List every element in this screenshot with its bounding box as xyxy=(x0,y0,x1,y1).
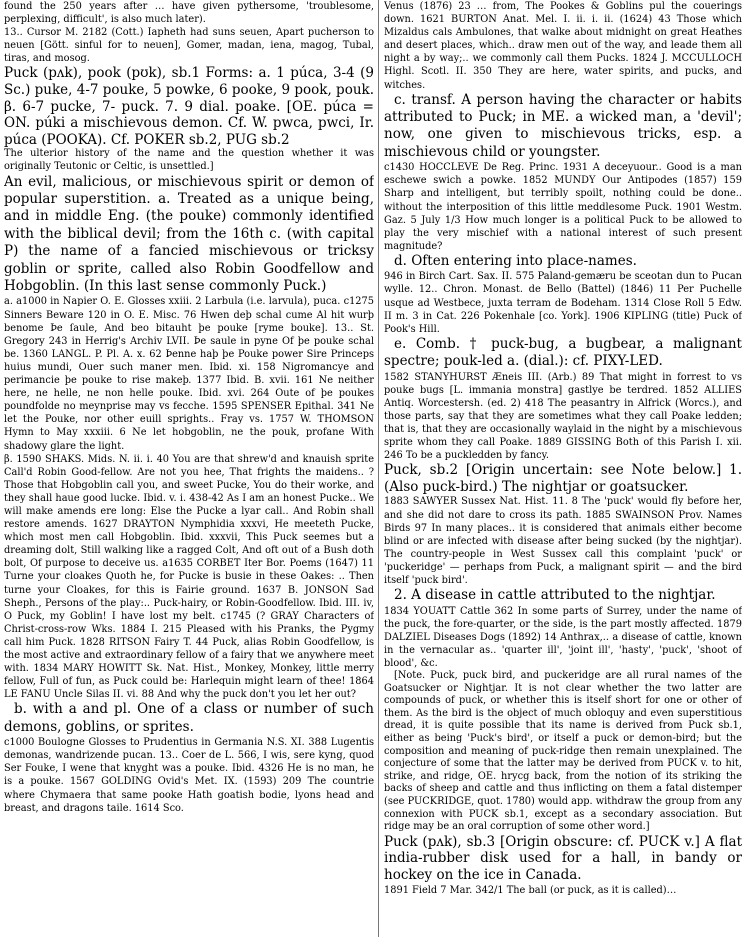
right-block-1: c. transf. A person having the character or habits attributed to Puck; in ME. a wicked man, a 'devil'; now, one given to mischievous tricks, esp. a mischievous child or youngster. xyxy=(384,91,742,160)
left-block-5: a. a1000 in Napier O. E. Glosses xxiii. 2 Larbula (i.e. larvula), puca. c1275 Sinners Beware 120 in O. E. Misc. 76 Hwen deþ schal cume Al hit wurþ benome Þe ſaule, And beo bitauht þe pouke [ryme bouke]. 13.. St. Gregory 243 in Herrig's Archiv LVII. Þe saule in pyne Of þe pouke schal be. 1360 LANGL. P. Pl. A. x. 62 Þenne haþ þe Pouke power Sire Princeps huius mundi, Ouer such maner men. Ibid. xi. 158 Nigromancye and perimancie þe pouke to rise makeþ. 1377 Ibid. B. xvii. 161 Ne neither here, ne helle, ne non helle pouke. Ibid. xvi. 264 Oute of þe poukes poundfolde no meynprise may vs fecche. 1595 SPENSER Epithal. 341 Ne let the Pouke, nor other euill sprights.. Fray vs. 1757 W. THOMSON Hymn to May xxxiii. 6 Ne let hobgoblin, ne the pouk, profane With shadowy glare the light. xyxy=(4,296,374,452)
right-block-13: 1891 Field 7 Mar. 342/1 The ball (or puck, as it is called)… xyxy=(384,884,677,896)
right-block-8: 1883 SAWYER Sussex Nat. Hist. 11. 8 The 'puck' would fly before her, and she did not dare to cross its path. 1885 SWAINSON Prov. Names Birds 97 In many places.. it is considered that animals either become blind or are infected with disease after being sucked (by the nightjar). The country-people in West Sussex call this complaint 'puck' or 'puckeridge' — perhaps from Puck, a malignant spirit — and the bird itself 'puck bird'. xyxy=(384,496,742,587)
right-block-5: e. Comb. † puck-bug, a bugbear, a malignant spectre; pouk-led a. (dial.): cf. PIXY-LED. xyxy=(384,335,742,370)
right-column xyxy=(384,0,742,937)
left-block-3: The ulterior history of the name and the question whether it was originally Teutonic or Celtic, is unsettled.] xyxy=(4,148,374,173)
right-block-9: 2. A disease in cattle attributed to the nightjar. xyxy=(394,587,716,604)
left-block-1: 13.. Cursor M. 2182 (Cott.) Iapheth had suns seuen, Apart pucherson to neuen [Gött. sinful for to neuen], Gomer, madan, iena, magog, Tubal, tiras, and mosog. xyxy=(4,27,374,65)
left-block-0: found the 250 years after … have given pythersome, 'troublesome, perplexing, difficult', is also much later). xyxy=(4,1,374,26)
column-divider xyxy=(378,0,379,937)
left-block-2: Puck (pʌk), pook (pʊk), sb.1 Forms: a. 1 púca, 3-4 (9 Sc.) puke, 4-7 pouke, 5 powke, 6 pooke, 9 pook, pouk. β. 6-7 pucke, 7- puck. 7. 9 dial. poake. [OE. púca = ON. púki a mischievous demon. Cf. W. pwca, pwci, Ir. púca (POOKA). Cf. POKER sb.2, PUG sb.2 xyxy=(4,65,374,148)
left-block-7: b. with a and pl. One of a class or number of such demons, goblins, or sprites. xyxy=(4,701,374,735)
right-block-10: 1834 YOUATT Cattle 362 In some parts of Surrey, under the name of the puck, the fore-quarter, or the side, is the part mostly affected. 1879 DALZIEL Diseases Dogs (1892) 14 Anthrax,.. a disease of cattle, known in the vernacular as.. 'quarter ill', 'joint ill', 'hasty', 'puck', 'shoot of blood', &c. xyxy=(384,605,742,669)
right-block-0: Venus (1876) 23 … from, The Pookes & Goblins pul the couerings down. 1621 BURTON Anat. Mel. I. ii. i. ii. (1624) 43 Those which Mizaldus cals Ambulones, that walke about midnight on great Heathes and desert places, which.. draw men out of the way, and leade them all night a by way;.. we commonly call them Pucks. 1824 J. MCCULLOCH Highl. Scotl. II. 350 They are here, water spirits, and pucks, and witches. xyxy=(384,1,742,91)
left-block-8: c1000 Boulogne Glosses to Prudentius in Germania N.S. XI. 388 Lugentis demonas, wandrizende pucan. 13.. Coer de L. 566, I wis, sere kyng, quod Ser Fouke, I wene that knyght was a pouke. Ibid. 4326 He is no man, he is a pouke. 1567 GOLDING Ovid's Met. IX. (1593) 209 The countrie where Chymaera that same pooke Hath goatish bodie, lyons head and breast, and dragons taile. 1614 Sco. xyxy=(4,737,374,814)
right-block-6: 1582 STANYHURST Æneis III. (Arb.) 89 That might in forrest to vs pouke bugs [L. immania monstra] gastlye be terdred. 1852 ALLIES Antiq. Worcestersh. (ed. 2) 418 The peasantry in Alfrick (Worcs.), and those parts, say that they are sometimes what they call Poake ledden; that is, that they are occasionally waylaid in the night by a mischievous sprite whom they call Poake. 1889 GISSING Both of this Parish I. xii. 246 To be a puckledden by fancy. xyxy=(384,371,742,462)
right-block-3: d. Often entering into place-names. xyxy=(394,252,637,269)
left-block-4: An evil, malicious, or mischievous spirit or demon of popular superstition. a. Treated as a unique being, and in middle Eng. (the pouke) commonly identified with the biblical devil; from the 16th c. (with capital P) the name of a fancied mischievous or tricksy goblin or sprite, called also Robin Goodfellow and Hobgoblin. (In this last sense commonly Puck.) xyxy=(4,173,374,295)
right-block-11: [Note. Puck, puck bird, and puckeridge are all rural names of the Goatsucker or Nightjar. It is not clear whether the two latter are compounds of puck, or whether this is itself short for one or other of them. As the bird is the object of much obloquy and even superstitious dread, it is quite possible that its name is derived from Puck sb.1, either as being 'Puck's bird', or itself a puck or demon-bird; but the composition and meaning of puck-ridge then remain unexplained. The conjecture of some that the latter may be derived from PUCK v. to hit, strike, and ridge, OE. hrycg back, from the notion of its striking the backs of sheep and cattle and thus inflicting on them a fatal distemper (see PUCKRIDGE, quot. 1780) would app. withdraw the group from any connexion with PUCK sb.1, except as a secondary association. But ridge may be an oral corruption of some other word.] xyxy=(384,670,742,833)
left-column xyxy=(4,0,374,937)
right-block-4: 946 in Birch Cart. Sax. II. 575 Paland-gemæru be sceotan dun to Pucan wylle. 12.. Chron. Monast. de Bello (Battel) (1846) 11 Per Puchelle usque ad Westbece, juxta terram de Bodeham. 1314 Close Roll 5 Edw. II m. 3 in Cat. 226 Pokenhale [co. York]. 1906 KIPLING (title) Puck of Pook's Hill. xyxy=(384,271,742,335)
right-block-2: c1430 HOCCLEVE De Reg. Princ. 1931 A deceyuour.. Good is a man eschewe swich a powke. 1852 MUNDY Our Antipodes (1857) 159 Sharp and intelligent, but terribly spoilt, nothing could be done.. without the interposition of this little meddlesome Puck. 1901 Westm. Gaz. 5 July 1/3 How much longer is a political Puck to be allowed to play the very mischief with a national interest of such present magnitude? xyxy=(384,162,742,252)
left-block-6: β. 1590 SHAKS. Mids. N. ii. i. 40 You are that shrew'd and knauish sprite Call'd Robin Good-fellow. Are not you hee, That frights the maidens.. ? Those that Hobgoblin call you, and sweet Pucke, You do their worke, and they shall haue good lucke. Ibid. v. i. 438-42 As I am an honest Pucke.. We will make amends ere long: Else the Pucke a lyar call.. And Robin shall restore amends. 1627 DRAYTON Nymphidia xxxvi, He meeteth Pucke, which most men call Hobgoblin. Ibid. xxxvii, This Puck seemes but a dreaming dolt, Still walking like a ragged Colt, And oft out of a Bush doth bolt, Of purpose to deceive us. a1635 CORBET Iter Bor. Poems (1647) 11 Turne your cloakes Quoth he, for Pucke is busie in these Oakes: .. Then turne your Cloakes, for this is Fairie ground. 1637 B. JONSON Sad Sheph., Persons of the play:.. Puck-hairy, or Robin-Goodfellow. Ibid. III. iv, O Puck, my Goblin! I have lost my belt. c1745 (? GRAY Characters of Christ-cross-row Wks. 1884 I. 215 Pleased with his Pranks, the Pygmy call him Puck. 1828 RITSON Fairy T. 44 Puck, alias Robin Goodfellow, is the most active and extraordinary fellow of a fairy that we anywhere meet with. 1834 MARY HOWITT Sk. Nat. Hist., Monkey, Monkey, little merry fellow, Full of fun, as Puck could be: Harlequin might learn of thee! 1864 LE FANU Uncle Silas II. vi. 88 And why the puck don't you let her out? xyxy=(4,453,374,701)
right-block-12: Puck (pʌk), sb.3 [Origin obscure: cf. PUCK v.] A flat india-rubber disk used for a hall, in bandy or hockey on the ice in Canada. xyxy=(384,833,742,883)
right-block-7: Puck, sb.2 [Origin uncertain: see Note below.] 1. (Also puck-bird.) The nightjar or goatsucker. xyxy=(384,462,742,495)
